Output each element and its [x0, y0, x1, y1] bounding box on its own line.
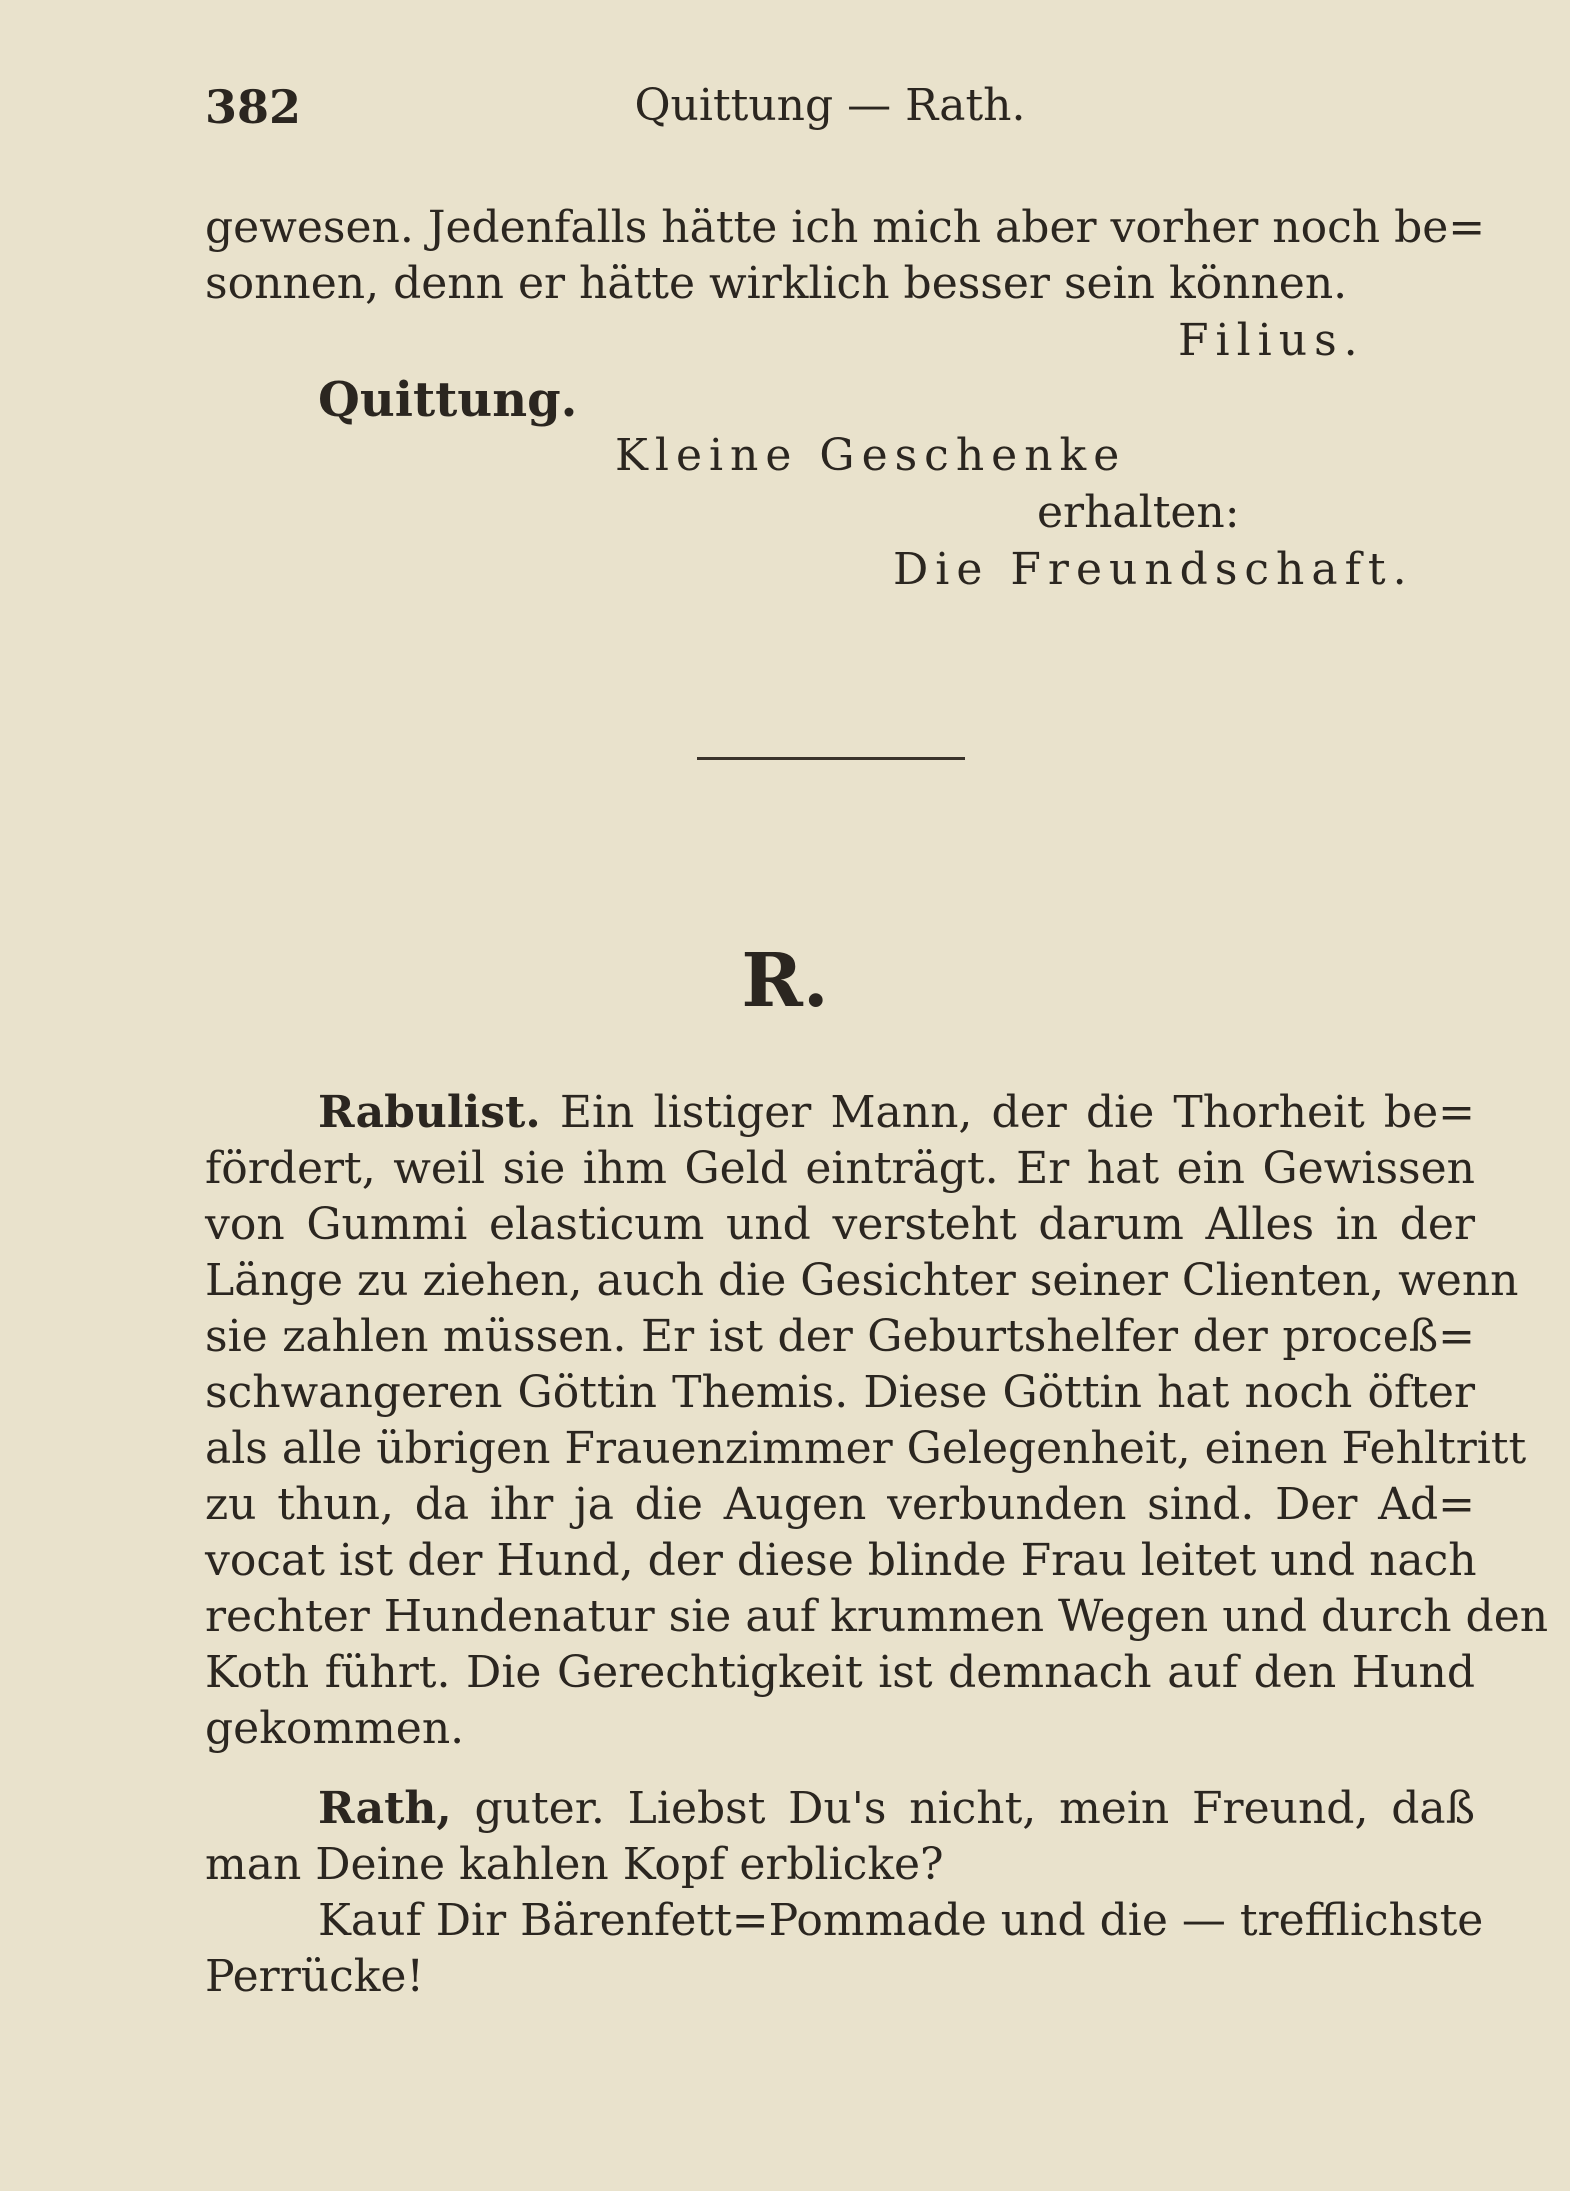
signature: Filius.: [1178, 315, 1365, 366]
section-divider: [697, 757, 965, 760]
text-line: Kauf Dir Bärenfett=Pommade und die — trefflichste: [318, 1895, 1484, 1946]
text-line: rechter Hundenatur sie auf krummen Wegen und durch den: [205, 1591, 1549, 1642]
entry-text: guter. Liebst Du's nicht, mein Freund, daß: [474, 1783, 1475, 1834]
text-line: Perrücke!: [205, 1951, 425, 2002]
page-number: 382: [205, 80, 302, 134]
text-line: [318, 1087, 1475, 1138]
entry-term-quittung: Quittung.: [318, 372, 578, 428]
text-line: vocat ist der Hund, der diese blinde Frau leitet und nach: [205, 1535, 1477, 1586]
entry-term-rabulist: Rabulist.: [318, 1087, 541, 1138]
text-line: von Gummi elasticum und versteht darum Alles in der: [205, 1199, 1475, 1250]
section-letter: R.: [741, 938, 829, 1024]
text-line: gewesen. Jedenfalls hätte ich mich aber vorher noch be=: [205, 202, 1486, 253]
verse-line: Kleine Geschenke: [615, 430, 1127, 481]
text-line: [318, 1783, 1475, 1834]
text-line: Länge zu ziehen, auch die Gesichter seiner Clienten, wenn: [205, 1255, 1519, 1306]
text-line: fördert, weil sie ihm Geld einträgt. Er hat ein Gewissen: [205, 1143, 1475, 1194]
text-line: sonnen, denn er hätte wirklich besser sein können.: [205, 258, 1348, 309]
text-line: sie zahlen müssen. Er ist der Geburtshelfer der proceß=: [205, 1311, 1475, 1362]
page-header: [205, 80, 1475, 140]
text-line: gekommen.: [205, 1703, 465, 1754]
text-line: zu thun, da ihr ja die Augen verbunden sind. Der Ad=: [205, 1479, 1475, 1530]
entry-term-rath: Rath,: [318, 1783, 452, 1834]
text-line: Koth führt. Die Gerechtigkeit ist demnach auf den Hund: [205, 1647, 1475, 1698]
running-title: Quittung — Rath.: [634, 80, 1026, 131]
text-line: schwangeren Göttin Themis. Diese Göttin hat noch öfter: [205, 1367, 1475, 1418]
verse-line: Die Freundschaft.: [893, 544, 1414, 595]
verse-line: erhalten:: [1037, 487, 1240, 538]
entry-text: Ein listiger Mann, der die Thorheit be=: [559, 1087, 1475, 1138]
text-line: als alle übrigen Frauenzimmer Gelegenheit, einen Fehltritt: [205, 1423, 1527, 1474]
text-line: man Deine kahlen Kopf erblicke?: [205, 1839, 944, 1890]
